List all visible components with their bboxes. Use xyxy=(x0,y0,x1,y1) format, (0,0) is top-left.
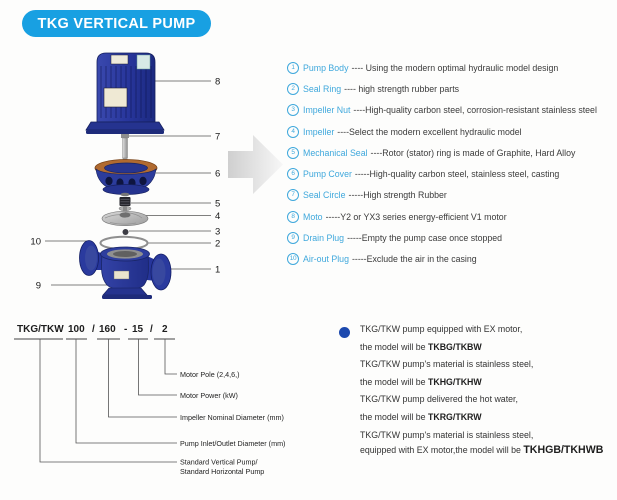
label-standard-vertical: Standard Vertical Pump/ xyxy=(180,457,258,467)
note-line xyxy=(360,444,616,456)
note-line xyxy=(360,321,616,339)
parts-list-item xyxy=(287,57,617,78)
pump-body-nameplate xyxy=(114,271,129,279)
circled-number-icon: 5 xyxy=(287,147,299,159)
page-title: TKG VERTICAL PUMP xyxy=(22,10,211,37)
part-description: -----Y2 or YX3 series energy-efficient V1 motor xyxy=(325,211,507,222)
parts-list-item xyxy=(287,100,617,121)
part-name: Seal Circle xyxy=(303,190,346,201)
parts-list-item xyxy=(287,185,617,206)
impeller-illustration xyxy=(102,207,148,226)
parts-list-item xyxy=(287,227,617,248)
part-name: Seal Ring xyxy=(303,83,342,94)
label-inlet-outlet: Pump Inlet/Outlet Diameter (mm) xyxy=(180,439,286,448)
circled-number-icon: 4 xyxy=(287,126,299,138)
model-variant-notes xyxy=(338,321,616,456)
pump-exploded-diagram xyxy=(25,42,240,310)
parts-list-item xyxy=(287,249,617,270)
note-text: the model will be xyxy=(360,411,428,422)
note-text: TKG/TKW pump's material is stainless steel, xyxy=(360,359,534,370)
model-segment-series: TKG/TKW xyxy=(17,324,64,335)
callout-9: 9 xyxy=(35,280,41,292)
note-line xyxy=(360,339,616,357)
parts-list-item xyxy=(287,121,617,142)
callout-6: 6 xyxy=(215,168,221,180)
model-separator: / xyxy=(150,324,153,335)
parts-list-item xyxy=(287,163,617,184)
callout-10: 10 xyxy=(30,236,41,248)
note-text: TKG/TKW pump delivered the hot water, xyxy=(360,394,518,405)
part-description: ----Rotor (stator) ring is made of Graphite, Hard Alloy xyxy=(370,147,576,158)
callout-4: 4 xyxy=(215,211,221,222)
part-description: ----Select the modern excellent hydraulic model xyxy=(337,126,522,137)
part-description: ---- high strength rubber parts xyxy=(344,83,460,94)
callout-7: 7 xyxy=(215,131,221,143)
model-code: TKHG/TKHW xyxy=(427,376,482,387)
note-text: the model will be xyxy=(360,341,428,352)
model-separator: / xyxy=(92,324,95,335)
part-description: -----Empty the pump case once stopped xyxy=(347,233,503,244)
arrow-right-icon xyxy=(226,130,288,200)
model-code-diagram xyxy=(8,313,308,493)
circled-number-icon: 10 xyxy=(287,253,299,265)
part-description: -----High-quality carbon steel, stainless steel, casting xyxy=(354,169,560,180)
pump-cover-illustration xyxy=(95,160,157,195)
parts-list-item xyxy=(287,142,617,163)
note-line xyxy=(360,356,616,374)
connector-lines xyxy=(40,339,177,462)
impeller-nut-illustration xyxy=(123,229,129,235)
note-text: TKG/TKW pump's material is stainless steel, xyxy=(360,429,534,440)
model-code: TKHGB/TKHWB xyxy=(523,444,604,457)
part-name: Pump Cover xyxy=(303,169,352,180)
callout-2: 2 xyxy=(215,238,221,250)
part-name: Impeller xyxy=(303,126,335,137)
note-text: equipped with EX motor,the model will be xyxy=(360,445,524,456)
circled-number-icon: 9 xyxy=(287,232,299,244)
note-line xyxy=(360,409,616,427)
part-name: Pump Body xyxy=(303,62,349,73)
model-segment-diameter: 160 xyxy=(99,324,116,335)
part-description: -----Exclude the air in the casing xyxy=(351,254,477,265)
model-segment-inlet: 100 xyxy=(68,324,85,335)
label-motor-pole: Motor Pole (2,4,6,) xyxy=(180,370,240,379)
callout-8: 8 xyxy=(215,76,221,88)
motor-nameplate-front xyxy=(104,88,127,107)
pump-body-illustration xyxy=(80,241,172,300)
parts-list-item xyxy=(287,206,617,227)
label-impeller-diameter: Impeller Nominal Diameter (mm) xyxy=(180,413,284,422)
motor-sticker xyxy=(137,55,150,69)
part-name: Impeller Nut xyxy=(303,105,351,116)
note-line xyxy=(360,391,616,409)
circled-number-icon: 3 xyxy=(287,104,299,116)
note-line xyxy=(360,374,616,392)
note-line xyxy=(360,427,616,445)
motor-illustration xyxy=(86,53,164,134)
bullet-icon xyxy=(339,327,350,338)
model-separator: - xyxy=(124,324,128,335)
model-code: TKBG/TKBW xyxy=(427,341,482,352)
part-name: Mechanical Seal xyxy=(303,147,368,158)
circled-number-icon: 1 xyxy=(287,62,299,74)
model-segment-power: 15 xyxy=(132,324,144,335)
callout-1: 1 xyxy=(215,264,221,276)
callout-3: 3 xyxy=(215,226,221,238)
part-name: Air-out Plug xyxy=(303,254,349,265)
circled-number-icon: 2 xyxy=(287,83,299,95)
label-standard-horizontal: Standard Horizontal Pump xyxy=(180,467,265,476)
parts-list xyxy=(287,57,617,270)
part-name: Moto xyxy=(303,211,323,222)
part-name: Drain Plug xyxy=(303,233,345,244)
motor-nameplate-top xyxy=(111,55,128,64)
circled-number-icon: 7 xyxy=(287,189,299,201)
circled-number-icon: 8 xyxy=(287,211,299,223)
part-description: ----High-quality carbon steel, corrosion-resistant stainless steel xyxy=(353,105,597,116)
note-text: TKG/TKW pump equipped with EX motor, xyxy=(360,324,523,334)
part-description: -----High strength Rubber xyxy=(348,190,447,201)
model-code: TKRG/TKRW xyxy=(427,411,482,422)
circled-number-icon: 6 xyxy=(287,168,299,180)
model-segment-pole: 2 xyxy=(162,324,168,335)
label-motor-power: Motor Power (kW) xyxy=(180,391,238,400)
callout-5: 5 xyxy=(215,198,221,210)
part-description: ---- Using the modern optimal hydraulic model design xyxy=(351,62,559,73)
note-text: the model will be xyxy=(360,376,428,387)
parts-list-item xyxy=(287,78,617,99)
